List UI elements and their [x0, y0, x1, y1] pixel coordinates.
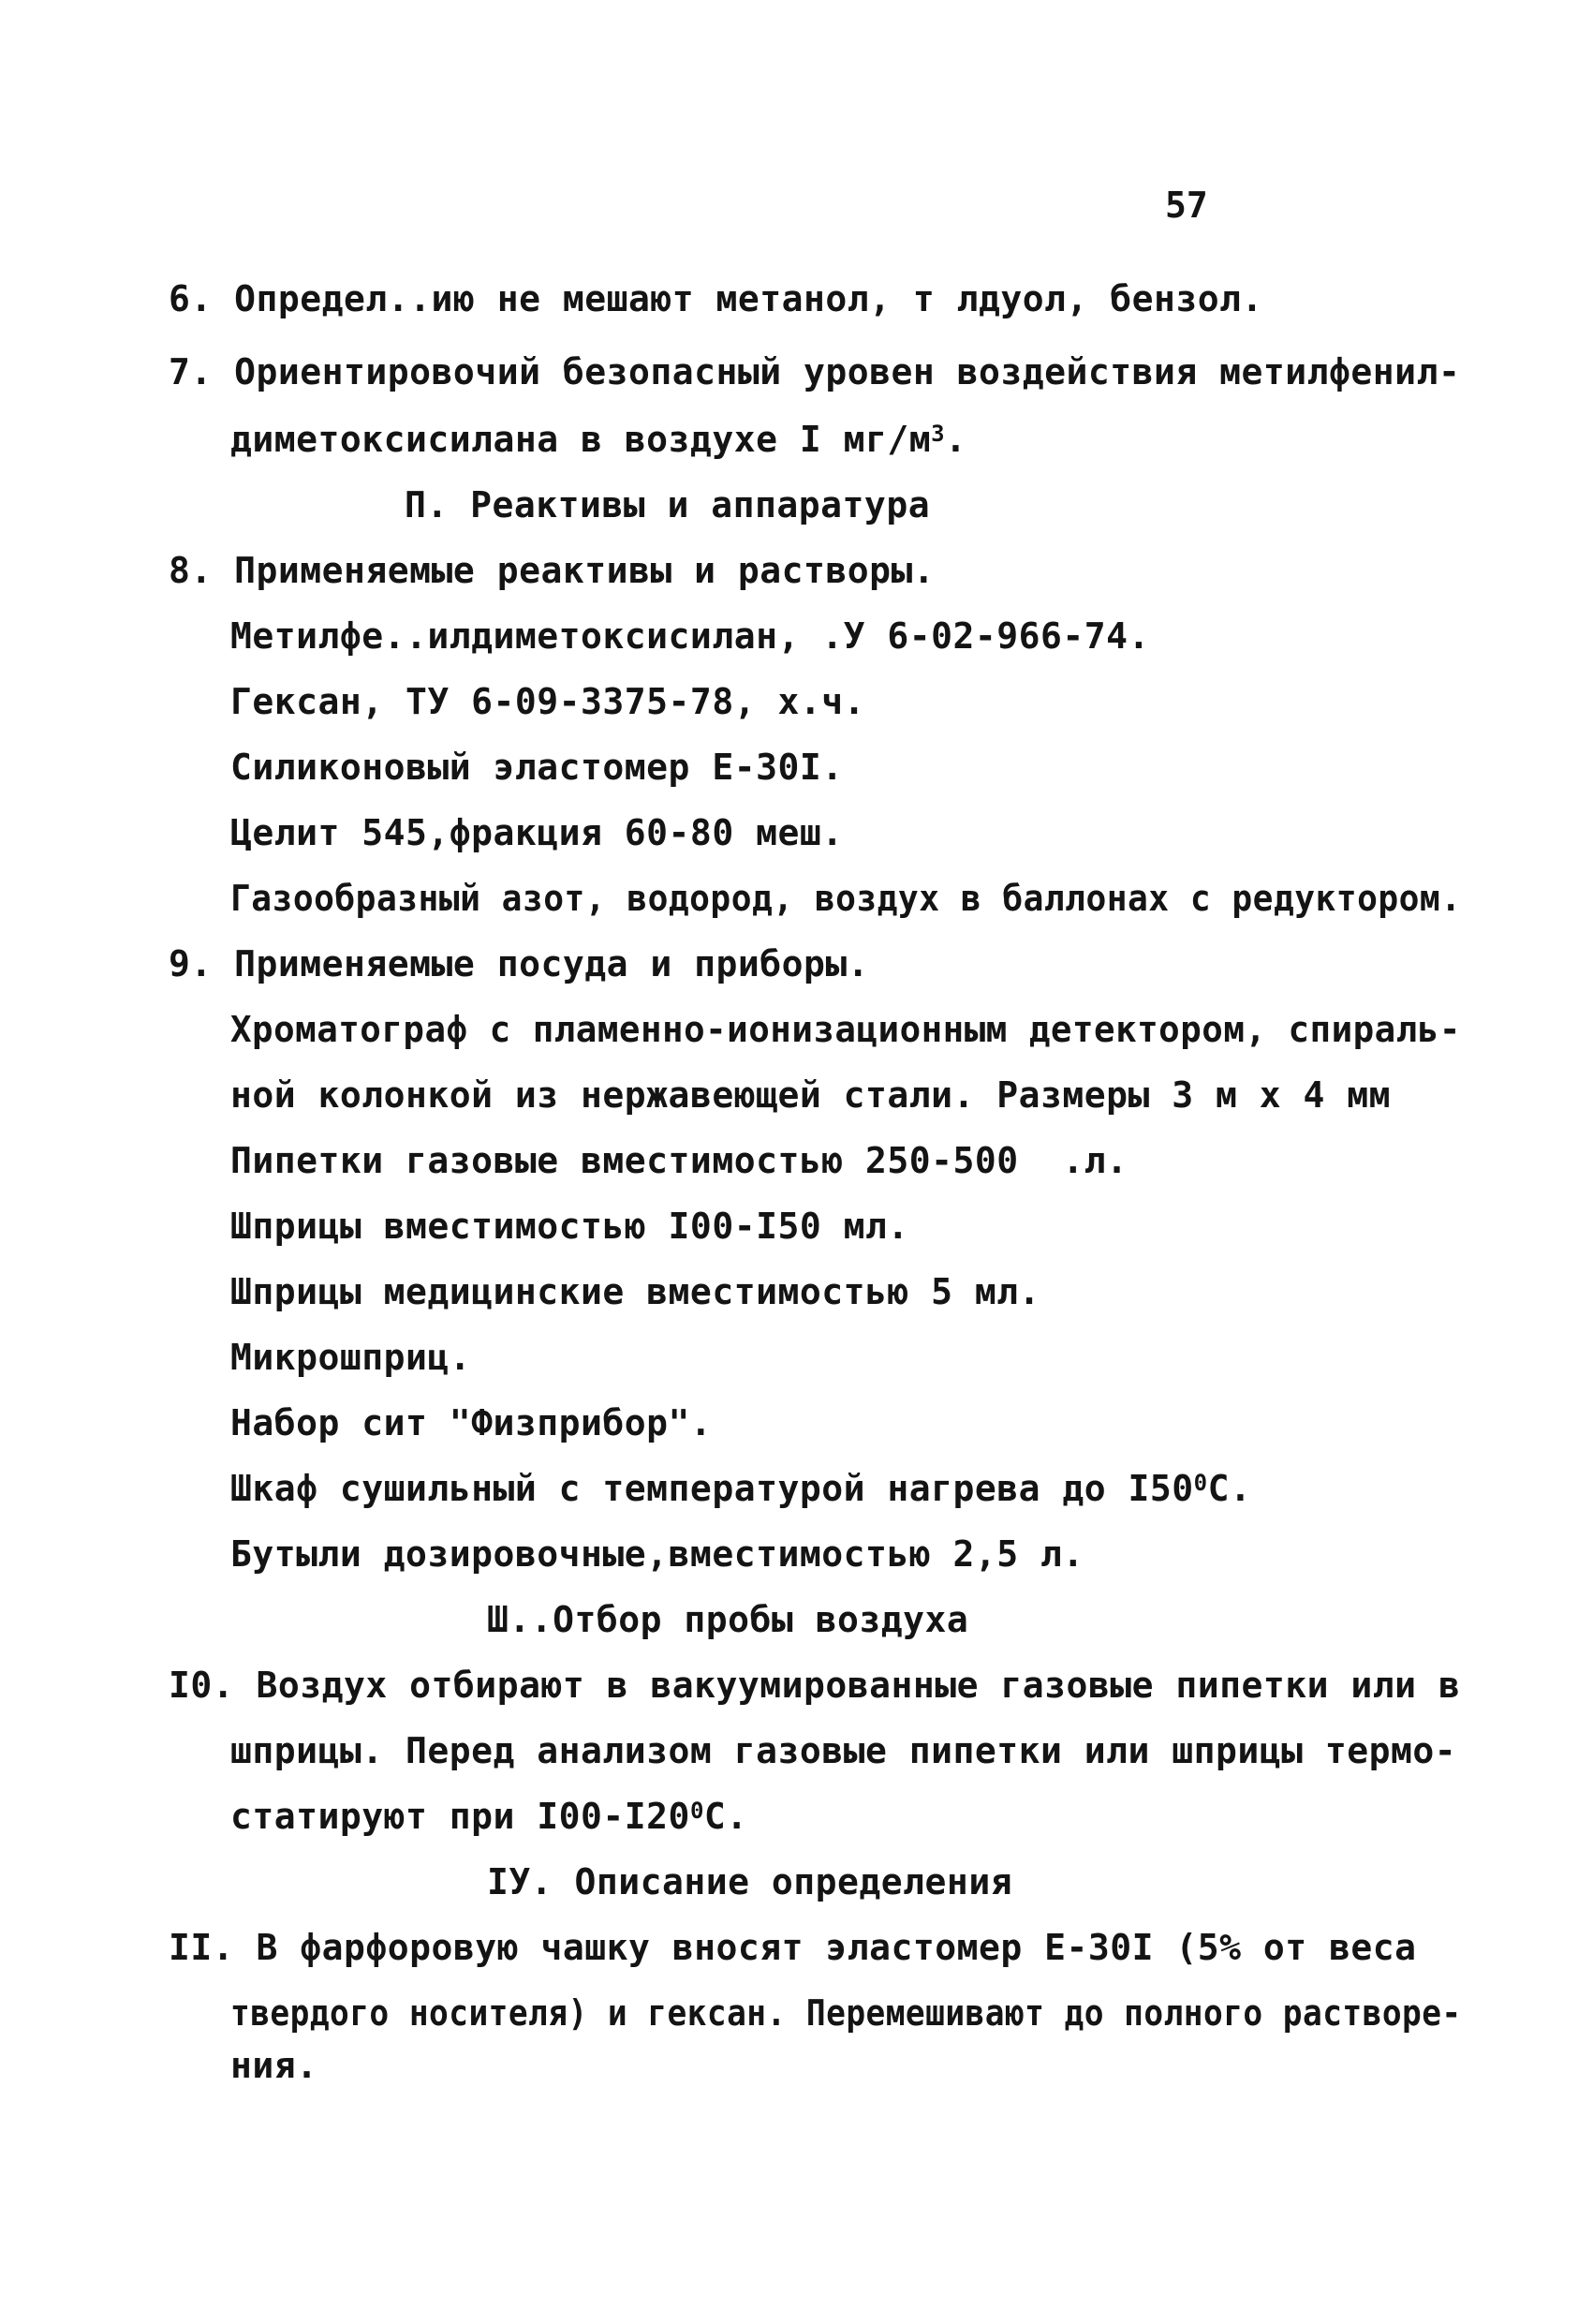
item-number: 7.	[169, 351, 213, 392]
equipment-line: Бутыли дозировочные,вместимостью 2,5 л.	[230, 1533, 1084, 1575]
equipment-line: Шприцы медицинские вместимостью 5 мл.	[230, 1271, 1040, 1312]
equipment-line	[230, 1467, 1251, 1510]
item-7-line-2	[230, 418, 966, 461]
item-text: Воздух отбирают в вакуумированные газовые пипетки или в	[256, 1665, 1461, 1706]
item-text: Шкаф сушильный с температурой нагрева до I50	[230, 1468, 1194, 1509]
equipment-line: Пипетки газовые вместимостью 250-500 .л.	[230, 1140, 1128, 1181]
item-11-line-3: ния.	[230, 2045, 318, 2086]
equipment-line: Хроматограф с пламенно-ионизационным детектором, спираль-	[230, 1009, 1461, 1050]
section-2-title: П. Реактивы и аппаратура	[405, 484, 931, 525]
item-text: Применяемые посуда и приборы.	[234, 943, 870, 984]
item-11-line-1	[169, 1926, 1417, 1969]
item-text-end: .	[945, 419, 967, 460]
reagent-line: Целит 545,фракция 60-80 меш.	[230, 812, 844, 853]
equipment-line: Микрошприц.	[230, 1337, 472, 1378]
item-number: 6.	[169, 278, 213, 319]
reagent-line: Гексан, ТУ 6-09-3375-78, х.ч.	[230, 681, 865, 722]
item-11-line-2: твердого носителя) и гексан. Перемешивают до полного растворе-	[230, 1992, 1462, 2034]
reagent-line: Газообразный азот, водород, воздух в баллонах с редуктором.	[230, 878, 1462, 919]
item-text-end: С.	[703, 1796, 748, 1837]
equipment-line: Шприцы вместимостью I00-I50 мл.	[230, 1206, 909, 1247]
superscript: 0	[1193, 1470, 1208, 1496]
equipment-line: ной колонкой из нержавеющей стали. Размеры 3 м х 4 мм	[230, 1074, 1392, 1116]
item-text: диметоксисилана в воздухе I мг/м	[230, 419, 932, 460]
item-text: Ориентировочий безопасный уровен воздействия метилфенил-	[234, 351, 1461, 392]
reagent-line: Силиконовый эластомер Е-30I.	[230, 747, 844, 788]
page-number: 57	[1165, 185, 1208, 226]
item-number: I0.	[169, 1665, 235, 1706]
item-text: статируют при I00-I20	[230, 1796, 690, 1837]
equipment-line: Набор сит "Физприбор".	[230, 1402, 713, 1443]
section-4-title: IУ. Описание определения	[487, 1861, 1013, 1902]
item-6	[169, 277, 1263, 320]
superscript: 0	[689, 1798, 704, 1824]
item-number: 8.	[169, 550, 213, 591]
item-10-line-3	[230, 1795, 748, 1838]
item-8-title	[169, 549, 935, 592]
item-number: 9.	[169, 943, 213, 984]
item-7-line-1	[169, 350, 1460, 393]
item-10-line-2: шприцы. Перед анализом газовые пипетки или шприцы термо-	[230, 1730, 1457, 1771]
reagent-line: Метилфе..илдиметоксисилан, .У 6-02-966-74.	[230, 615, 1150, 657]
section-3-title: Ш..Отбор пробы воздуха	[487, 1599, 969, 1640]
item-text: Определ..ию не мешают метанол, т лдуол, бензол.	[234, 278, 1263, 319]
item-text: Применяемые реактивы и растворы.	[234, 550, 936, 591]
superscript: 3	[931, 421, 946, 447]
item-9-title	[169, 942, 869, 985]
item-text-end: С.	[1207, 1468, 1252, 1509]
item-text: В фарфоровую чашку вносят эластомер Е-30I (5% от веса	[256, 1927, 1417, 1968]
item-number: II.	[169, 1927, 235, 1968]
item-10-line-1	[169, 1664, 1460, 1707]
